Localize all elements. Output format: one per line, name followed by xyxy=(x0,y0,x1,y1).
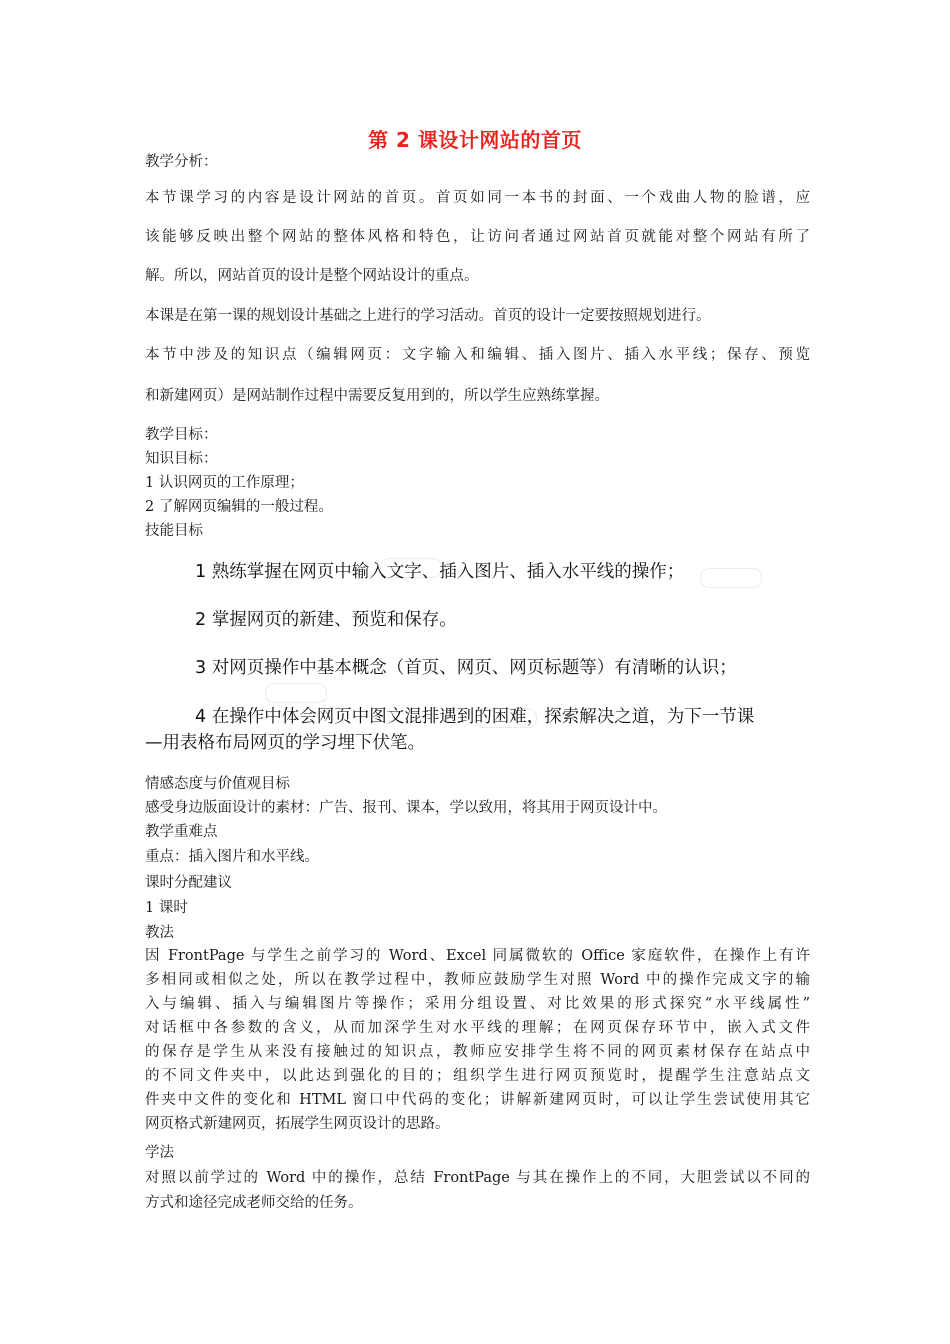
method-line-1: 因 FrontPage 与学生之前学习的 Word、Excel 同属微软的 Office 家庭软件，在操作上有许 xyxy=(145,948,810,964)
analysis-p3-line-2: 和新建网页）是网站制作过程中需要反复用到的，所以学生应熟练掌握。 xyxy=(145,388,609,404)
knowledge-item-1: 1 认识网页的工作原理； xyxy=(145,475,304,491)
method-line-2: 多相同或相似之处，所以在教学过程中，教师应鼓励学生对照 Word 中的操作完成文字的输 xyxy=(145,972,810,988)
skills-heading: 技能目标 xyxy=(145,523,203,539)
difficulty-text: 重点：插入图片和水平线。 xyxy=(145,849,319,865)
study-paragraph xyxy=(145,1168,810,1188)
skills-image xyxy=(145,548,795,763)
analysis-p1-line-2: 该能够反映出整个网站的整体风格和特色，让访问者通过网站首页就能对整个网站有所了 xyxy=(145,229,810,245)
skill-item-2: 2 掌握网页的新建、预览和保存。 xyxy=(195,610,457,630)
emotion-heading: 情感态度与价值观目标 xyxy=(145,776,290,792)
analysis-p3-line-1: 本节中涉及的知识点（编辑网页：文字输入和编辑、插入图片、插入水平线；保存、预览 xyxy=(145,347,810,363)
method-heading: 教法 xyxy=(145,925,174,941)
method-line-5: 的保存是学生从来没有接触过的知识点，教师应安排学生将不同的网页素材保存在站点中 xyxy=(145,1044,810,1060)
time-heading: 课时分配建议 xyxy=(145,875,232,891)
skill-item-3: 3 对网页操作中基本概念（首页、网页、网页标题等）有清晰的认识； xyxy=(195,658,737,678)
analysis-p1-line-3: 解。所以，网站首页的设计是整个网站设计的重点。 xyxy=(145,268,479,284)
analysis-paragraph-3 xyxy=(145,345,810,365)
time-text: 1 课时 xyxy=(145,900,188,916)
method-line-8: 网页格式新建网页，拓展学生网页设计的思路。 xyxy=(145,1116,450,1132)
page-title: 第 2 课设计网站的首页 xyxy=(368,128,582,152)
watermark-mark xyxy=(265,683,327,703)
skill-item-1: 1 熟练掌握在网页中输入文字、插入图片、插入水平线的操作； xyxy=(195,562,685,582)
skill-item-4-continued: —用表格布局网页的学习埋下伏笔。 xyxy=(145,733,425,753)
method-line-4: 对话框中各参数的含义，从而加深学生对水平线的理解；在网页保存环节中，嵌入式文件 xyxy=(145,1020,810,1036)
difficulty-heading: 教学重难点 xyxy=(145,824,218,840)
analysis-p1-line-1: 本节课学习的内容是设计网站的首页。首页如同一本书的封面、一个戏曲人物的脸谱，应 xyxy=(145,190,810,206)
study-line-2: 方式和途径完成老师交给的任务。 xyxy=(145,1195,363,1211)
method-line-3: 入与编辑、插入与编辑图片等操作；采用分组设置、对比效果的形式探究“水平线属性” xyxy=(145,996,810,1012)
skill-item-4: 4 在操作中体会网页中图文混排遇到的困难，探索解决之道，为下一节课 xyxy=(195,707,755,727)
goals-heading: 教学目标： xyxy=(145,427,218,443)
knowledge-heading: 知识目标： xyxy=(145,451,218,467)
method-paragraph xyxy=(145,946,810,1114)
analysis-paragraph-1 xyxy=(145,188,810,266)
analysis-heading: 教学分析： xyxy=(145,154,218,170)
study-heading: 学法 xyxy=(145,1145,174,1161)
method-line-7: 件夹中文件的变化和 HTML 窗口中代码的变化；讲解新建网页时，可以让学生尝试使用其它 xyxy=(145,1092,810,1108)
analysis-paragraph-2: 本课是在第一课的规划设计基础之上进行的学习活动。首页的设计一定要按照规划进行。 xyxy=(145,308,711,324)
study-line-1: 对照以前学过的 Word 中的操作，总结 FrontPage 与其在操作上的不同，大胆尝试以不同的 xyxy=(145,1170,810,1186)
method-line-6: 的不同文件夹中，以此达到强化的目的；组织学生进行网页预览时，提醒学生注意站点文 xyxy=(145,1068,810,1084)
watermark-mark xyxy=(700,568,762,588)
emotion-text: 感受身边版面设计的素材：广告、报刊、课本，学以致用，将其用于网页设计中。 xyxy=(145,800,667,816)
knowledge-item-2: 2 了解网页编辑的一般过程。 xyxy=(145,499,333,515)
